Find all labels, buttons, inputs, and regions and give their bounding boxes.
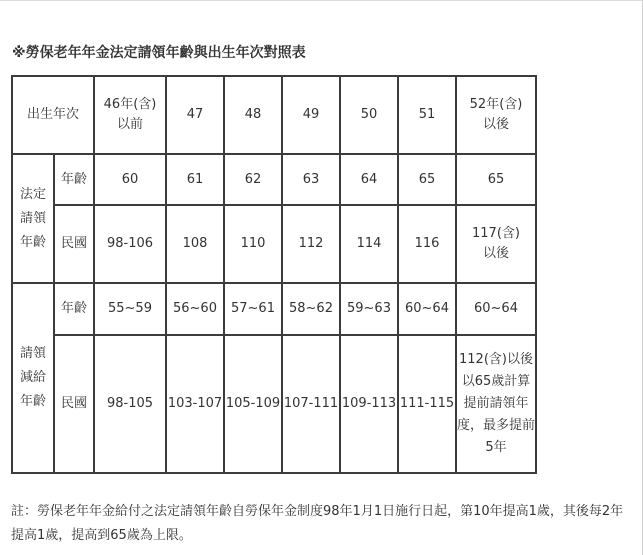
birth-year-cell: 46年(含) 以前 [94, 76, 166, 154]
reduced-roc-year-cell: 105-109 [224, 335, 282, 473]
legal-roc-year-cell: 117(含) 以後 [456, 205, 536, 283]
legal-age-group-label: 法定 請領 年齡 [12, 154, 54, 283]
legal-age-cell: 62 [224, 154, 282, 205]
legal-roc-year-cell: 112 [282, 205, 340, 283]
reduced-age-cell: 56~60 [166, 283, 224, 335]
legal-age-cell: 61 [166, 154, 224, 205]
birth-year-header: 出生年次 [12, 76, 94, 154]
reduced-roc-year-cell: 107-111 [282, 335, 340, 473]
table-row [12, 283, 536, 335]
reduced-roc-year-cell: 112(含)以後 以65歲計算 提前請領年 度，最多提前 5年 [456, 335, 536, 473]
age-row-label: 年齡 [54, 154, 94, 205]
birth-year-cell: 49 [282, 76, 340, 154]
legal-roc-year-cell: 98-106 [94, 205, 166, 283]
birth-year-cell: 52年(含) 以後 [456, 76, 536, 154]
roc-row-label: 民國 [54, 335, 94, 473]
birth-year-cell: 48 [224, 76, 282, 154]
reduced-age-cell: 60~64 [456, 283, 536, 335]
legal-age-cell: 63 [282, 154, 340, 205]
legal-age-cell: 64 [340, 154, 398, 205]
table-row [12, 76, 536, 154]
legal-age-cell: 65 [456, 154, 536, 205]
reduced-roc-year-cell: 109-113 [340, 335, 398, 473]
reduced-age-cell: 60~64 [398, 283, 456, 335]
roc-row-label: 民國 [54, 205, 94, 283]
age-comparison-table [11, 75, 537, 474]
legal-roc-year-cell: 116 [398, 205, 456, 283]
reduced-age-cell: 59~63 [340, 283, 398, 335]
age-row-label: 年齡 [54, 283, 94, 335]
page-title: ※勞保老年年金法定請領年齡與出生年次對照表 [12, 45, 306, 61]
table-row [12, 205, 536, 283]
legal-age-cell: 60 [94, 154, 166, 205]
reduced-age-cell: 55~59 [94, 283, 166, 335]
legal-roc-year-cell: 110 [224, 205, 282, 283]
footnote: 註：勞保老年年金給付之法定請領年齡自勞保年金制度98年1月1日施行日起，第10年提高1歲，其後每2年提高1歲，提高到65歲為上限。 [11, 504, 624, 543]
birth-year-cell: 51 [398, 76, 456, 154]
birth-year-cell: 47 [166, 76, 224, 154]
table-row [12, 335, 536, 473]
reduced-roc-year-cell: 103-107 [166, 335, 224, 473]
legal-age-cell: 65 [398, 154, 456, 205]
reduced-age-group-label: 請領 減給 年齡 [12, 283, 54, 473]
reduced-roc-year-cell: 98-105 [94, 335, 166, 473]
table-row [12, 154, 536, 205]
legal-roc-year-cell: 114 [340, 205, 398, 283]
birth-year-cell: 50 [340, 76, 398, 154]
reduced-age-cell: 58~62 [282, 283, 340, 335]
reduced-age-cell: 57~61 [224, 283, 282, 335]
reduced-roc-year-cell: 111-115 [398, 335, 456, 473]
legal-roc-year-cell: 108 [166, 205, 224, 283]
top-divider [0, 0, 643, 1]
